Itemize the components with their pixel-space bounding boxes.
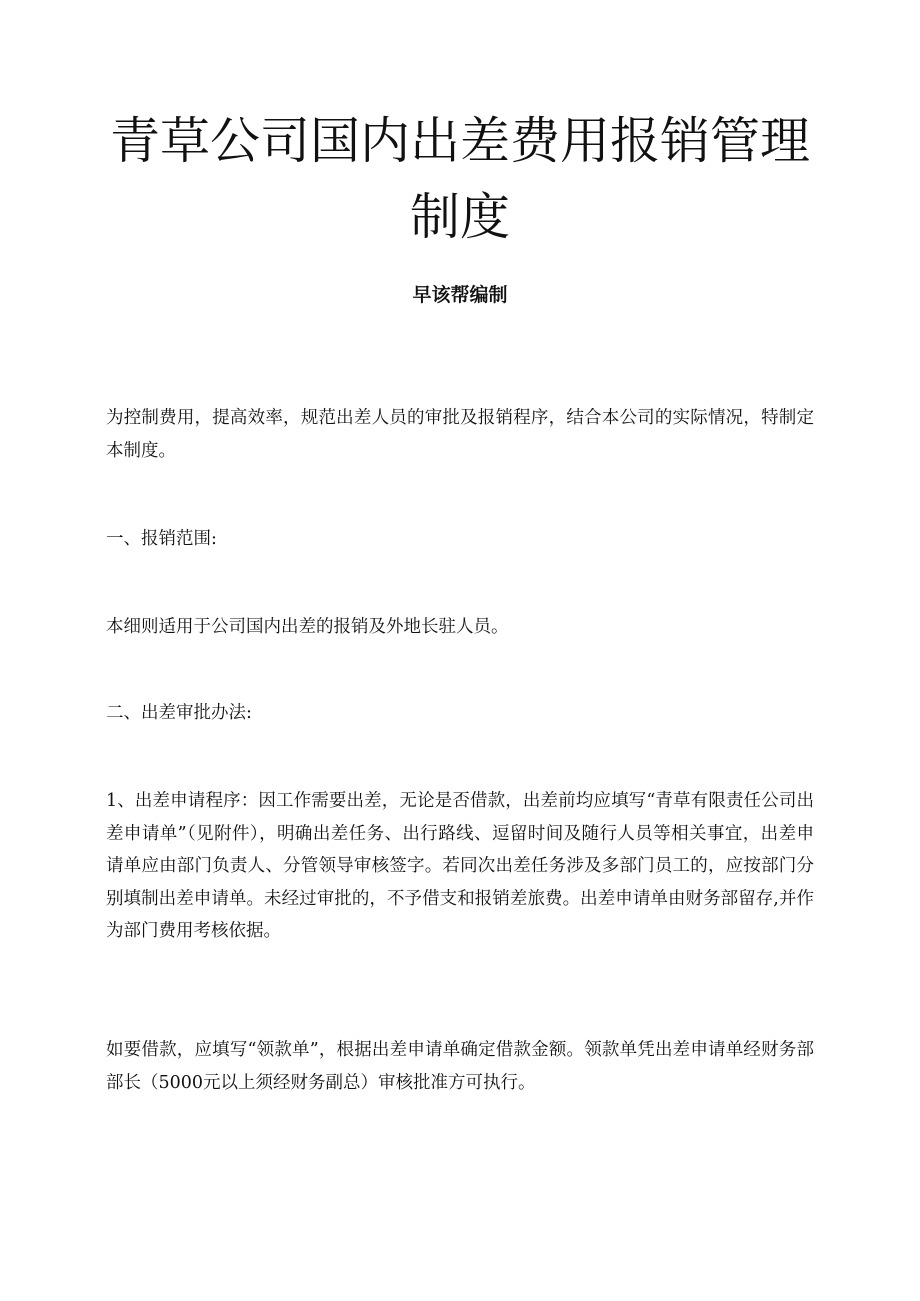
intro-paragraph: 为控制费用，提高效率，规范出差人员的审批及报销程序，结合本公司的实际情况，特制定本制度。 <box>106 408 814 461</box>
section-2-heading: 二、出差审批办法: <box>106 703 252 723</box>
document-title-line-2: 制度 <box>410 188 510 246</box>
travel-application-paragraph: 1、出差申请程序：因工作需要出差，无论是否借款，出差前均应填写“青草有限责任公司出差申请单”（见附件），明确出差任务、出行路线、逗留时间及随行人员等相关事宜，出差申请单应由部门负责人、分管领导审核签字。若同次出差任务涉及多部门员工的，应按部门分别填制出差申请单。未经过审批的，不予借支和报销差旅费。出差申请单由财务部留存,并作为部门费用考核依据。 <box>106 791 814 941</box>
section-1-heading: 一、报销范围: <box>106 529 217 549</box>
section-1-scope-paragraph: 本细则适用于公司国内出差的报销及外地长驻人员。 <box>106 617 509 637</box>
document-title-line-1: 青草公司国内出差费用报销管理 <box>110 112 810 170</box>
document-author: 早该帮编制 <box>412 284 508 306</box>
loan-paragraph: 如要借款，应填写“领款单”，根据出差申请单确定借款金额。领款单凭出差申请单经财务部部长（5000元以上须经财务副总）审核批准方可执行。 <box>106 1040 814 1093</box>
